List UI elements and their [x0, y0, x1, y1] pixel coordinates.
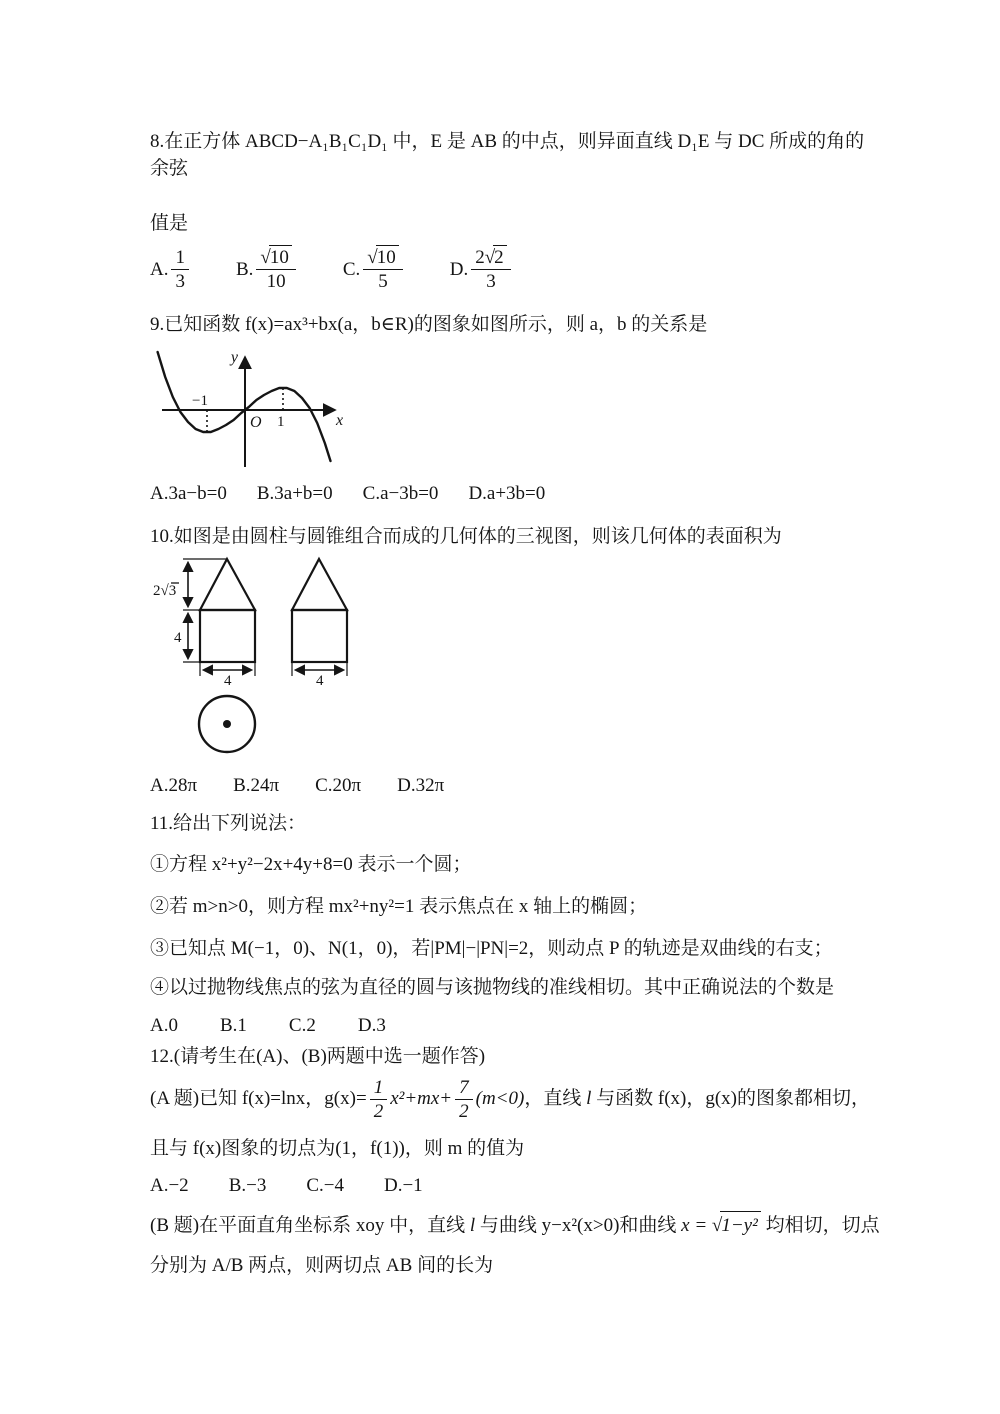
- q12a-option-c: C.−4: [306, 1175, 344, 1196]
- option-label: C.: [342, 258, 361, 280]
- front-width-label: 4: [224, 673, 232, 689]
- front-view-cone: [200, 559, 255, 610]
- q9-text: 9.已知函数 f(x)=ax³+bx(a，b∈R)的图象如图所示，则 a，b 的关系是: [150, 314, 708, 335]
- side-view-cone: [292, 559, 347, 610]
- q12b-formula-line: [150, 1211, 880, 1239]
- fraction-denominator: 2: [455, 1099, 473, 1123]
- cone-height-label: 2√3: [153, 583, 177, 599]
- q12a-text-line2: 且与 f(x)图象的切点为(1，f(1))，则 m 的值为: [150, 1138, 525, 1159]
- q12a-prefix: (A 题)已知 f(x)=lnx，g(x)=: [150, 1087, 367, 1109]
- option-label: B.: [235, 258, 254, 280]
- q12-text: 12.(请考生在(A)、(B)两题中选一题作答): [150, 1046, 486, 1067]
- radicand: 10: [269, 245, 292, 269]
- q12a-condition: (m<0): [475, 1087, 525, 1109]
- q8-text-line2: 值是: [150, 213, 189, 234]
- q8-text-line1: 8.在正方体 ABCD−A₁B₁C₁D₁ 中，E 是 AB 的中点，则异面直线 D₁E 与 DC 所成的角的余弦: [150, 131, 865, 179]
- q11-option-a: A.0: [150, 1015, 178, 1036]
- fraction-numerator: [256, 245, 295, 269]
- circled-number-icon: ③: [150, 938, 170, 959]
- radical: [485, 245, 507, 269]
- statement-text: 若 m>n>0，则方程 mx²+ny²=1 表示焦点在 x 轴上的椭圆；: [169, 896, 648, 917]
- x-axis-label: x: [336, 412, 344, 429]
- circled-number-icon: ④: [150, 977, 170, 998]
- sqrt-sign-icon: √: [260, 247, 271, 268]
- q11-option-c: C.2: [288, 1015, 316, 1036]
- q10-option-a: A.28π: [150, 775, 198, 796]
- q11-option-d: D.3: [357, 1015, 386, 1036]
- statement-text: 已知点 M(−1，0)、N(1，0)，若|PM|−|PN|=2，则动点 P 的轨迹是双曲线的右支；: [169, 938, 833, 959]
- q11-text: 11.给出下列说法：: [150, 813, 307, 834]
- fraction: [171, 246, 189, 293]
- q12a-polynomial: x²+mx+: [390, 1087, 453, 1109]
- radicand: 2: [493, 245, 507, 269]
- q10-option-c: C.20π: [315, 775, 362, 796]
- statement-text: 方程 x²+y²−2x+4y+8=0 表示一个圆；: [169, 854, 472, 875]
- q8-option-a: [150, 246, 192, 293]
- q8-options: [150, 245, 880, 293]
- fraction: [370, 1076, 388, 1123]
- q10-text: 10.如图是由圆柱与圆锥组合而成的几何体的三视图，则该几何体的表面积为: [150, 526, 782, 547]
- q9-option-c: C.a−3b=0: [362, 483, 439, 504]
- side-width-label: 4: [316, 673, 324, 689]
- radicand: 10: [376, 245, 399, 269]
- fraction: [256, 245, 295, 293]
- q12b-suffix: 均相切，切点: [760, 1215, 880, 1236]
- y-axis-label: y: [230, 349, 238, 366]
- tick-label-1: 1: [277, 414, 285, 430]
- q12a-formula-line: [150, 1076, 880, 1123]
- fraction-numerator: 1: [175, 246, 185, 268]
- q12a-option-a: A.−2: [150, 1175, 189, 1196]
- q10-options: [150, 772, 880, 799]
- radical: [712, 1211, 761, 1239]
- q8-option-d: [450, 245, 514, 293]
- q11-options: [150, 1012, 880, 1039]
- fraction-denominator: 5: [363, 269, 402, 293]
- line-l-symbol: l: [469, 1215, 476, 1236]
- q11-item-1: [150, 851, 880, 878]
- fraction: [363, 245, 402, 293]
- q12b-text-line2: 分别为 A/B 两点，则两切点 AB 间的长为: [150, 1255, 494, 1276]
- q10-three-views: [150, 552, 405, 768]
- fraction-numerator: [363, 245, 402, 269]
- fraction-denominator: 2: [370, 1099, 388, 1123]
- fraction: [471, 245, 510, 293]
- radical: [367, 245, 398, 269]
- q10-option-b: B.24π: [233, 775, 280, 796]
- q12a-options: [150, 1172, 880, 1199]
- circled-number-icon: ②: [150, 896, 170, 917]
- fraction-denominator: 3: [171, 269, 189, 293]
- q11-option-b: B.1: [219, 1015, 247, 1036]
- q12a-option-d: D.−1: [383, 1175, 423, 1196]
- option-label: D.: [449, 258, 469, 280]
- fraction-numerator: 1: [373, 1077, 384, 1098]
- sqrt-sign-icon: √: [711, 1215, 723, 1236]
- fraction-numerator: 7: [459, 1077, 469, 1098]
- statement-text: 以过抛物线焦点的弦为直径的圆与该抛物线的准线相切。其中正确说法的个数是: [169, 977, 835, 998]
- circled-number-icon: ①: [150, 854, 170, 875]
- q12a-option-b: B.−3: [228, 1175, 267, 1196]
- fraction: [455, 1076, 473, 1123]
- q11-item-2: [150, 893, 880, 920]
- side-view-cylinder: [292, 610, 347, 662]
- q10-option-d: D.32π: [397, 775, 445, 796]
- q11-item-3: [150, 935, 880, 962]
- radical: [260, 245, 291, 269]
- fraction-numerator: [471, 245, 510, 269]
- q9-function-graph: [150, 348, 345, 474]
- coefficient: 2: [475, 247, 485, 268]
- q12b-mid-text: 与曲线 y−x²(x>0)和曲线: [475, 1215, 682, 1236]
- q12a-suffix: 与函数 f(x)，g(x)的图象都相切，: [591, 1087, 871, 1109]
- q12b-prefix: (B 题)在平面直角坐标系 xoy 中，直线: [150, 1215, 470, 1236]
- fraction-denominator: 10: [256, 269, 295, 293]
- q12a-mid-text: ，直线: [524, 1087, 587, 1109]
- option-label: A.: [150, 258, 169, 280]
- q11-item-4: [150, 974, 880, 1001]
- front-view-cylinder: [200, 610, 255, 662]
- fraction-denominator: 3: [471, 269, 510, 293]
- line-l-symbol: l: [586, 1087, 592, 1109]
- q8-option-c: [343, 245, 406, 293]
- q9-options: [150, 480, 880, 507]
- q8-option-b: [236, 245, 299, 293]
- sqrt-sign-icon: √: [367, 247, 378, 268]
- q9-option-b: B.3a+b=0: [256, 483, 333, 504]
- radicand: 1−y²: [720, 1211, 760, 1239]
- q9-option-d: D.a+3b=0: [468, 483, 546, 504]
- tick-label-neg1: −1: [192, 393, 208, 409]
- q9-option-a: A.3a−b=0: [150, 483, 227, 504]
- q12b-x-equals: x =: [681, 1215, 712, 1236]
- sqrt-sign-icon: √: [484, 247, 496, 268]
- top-view-center-dot: [223, 720, 231, 728]
- cylinder-height-label: 4: [174, 630, 182, 646]
- origin-label: O: [250, 414, 262, 431]
